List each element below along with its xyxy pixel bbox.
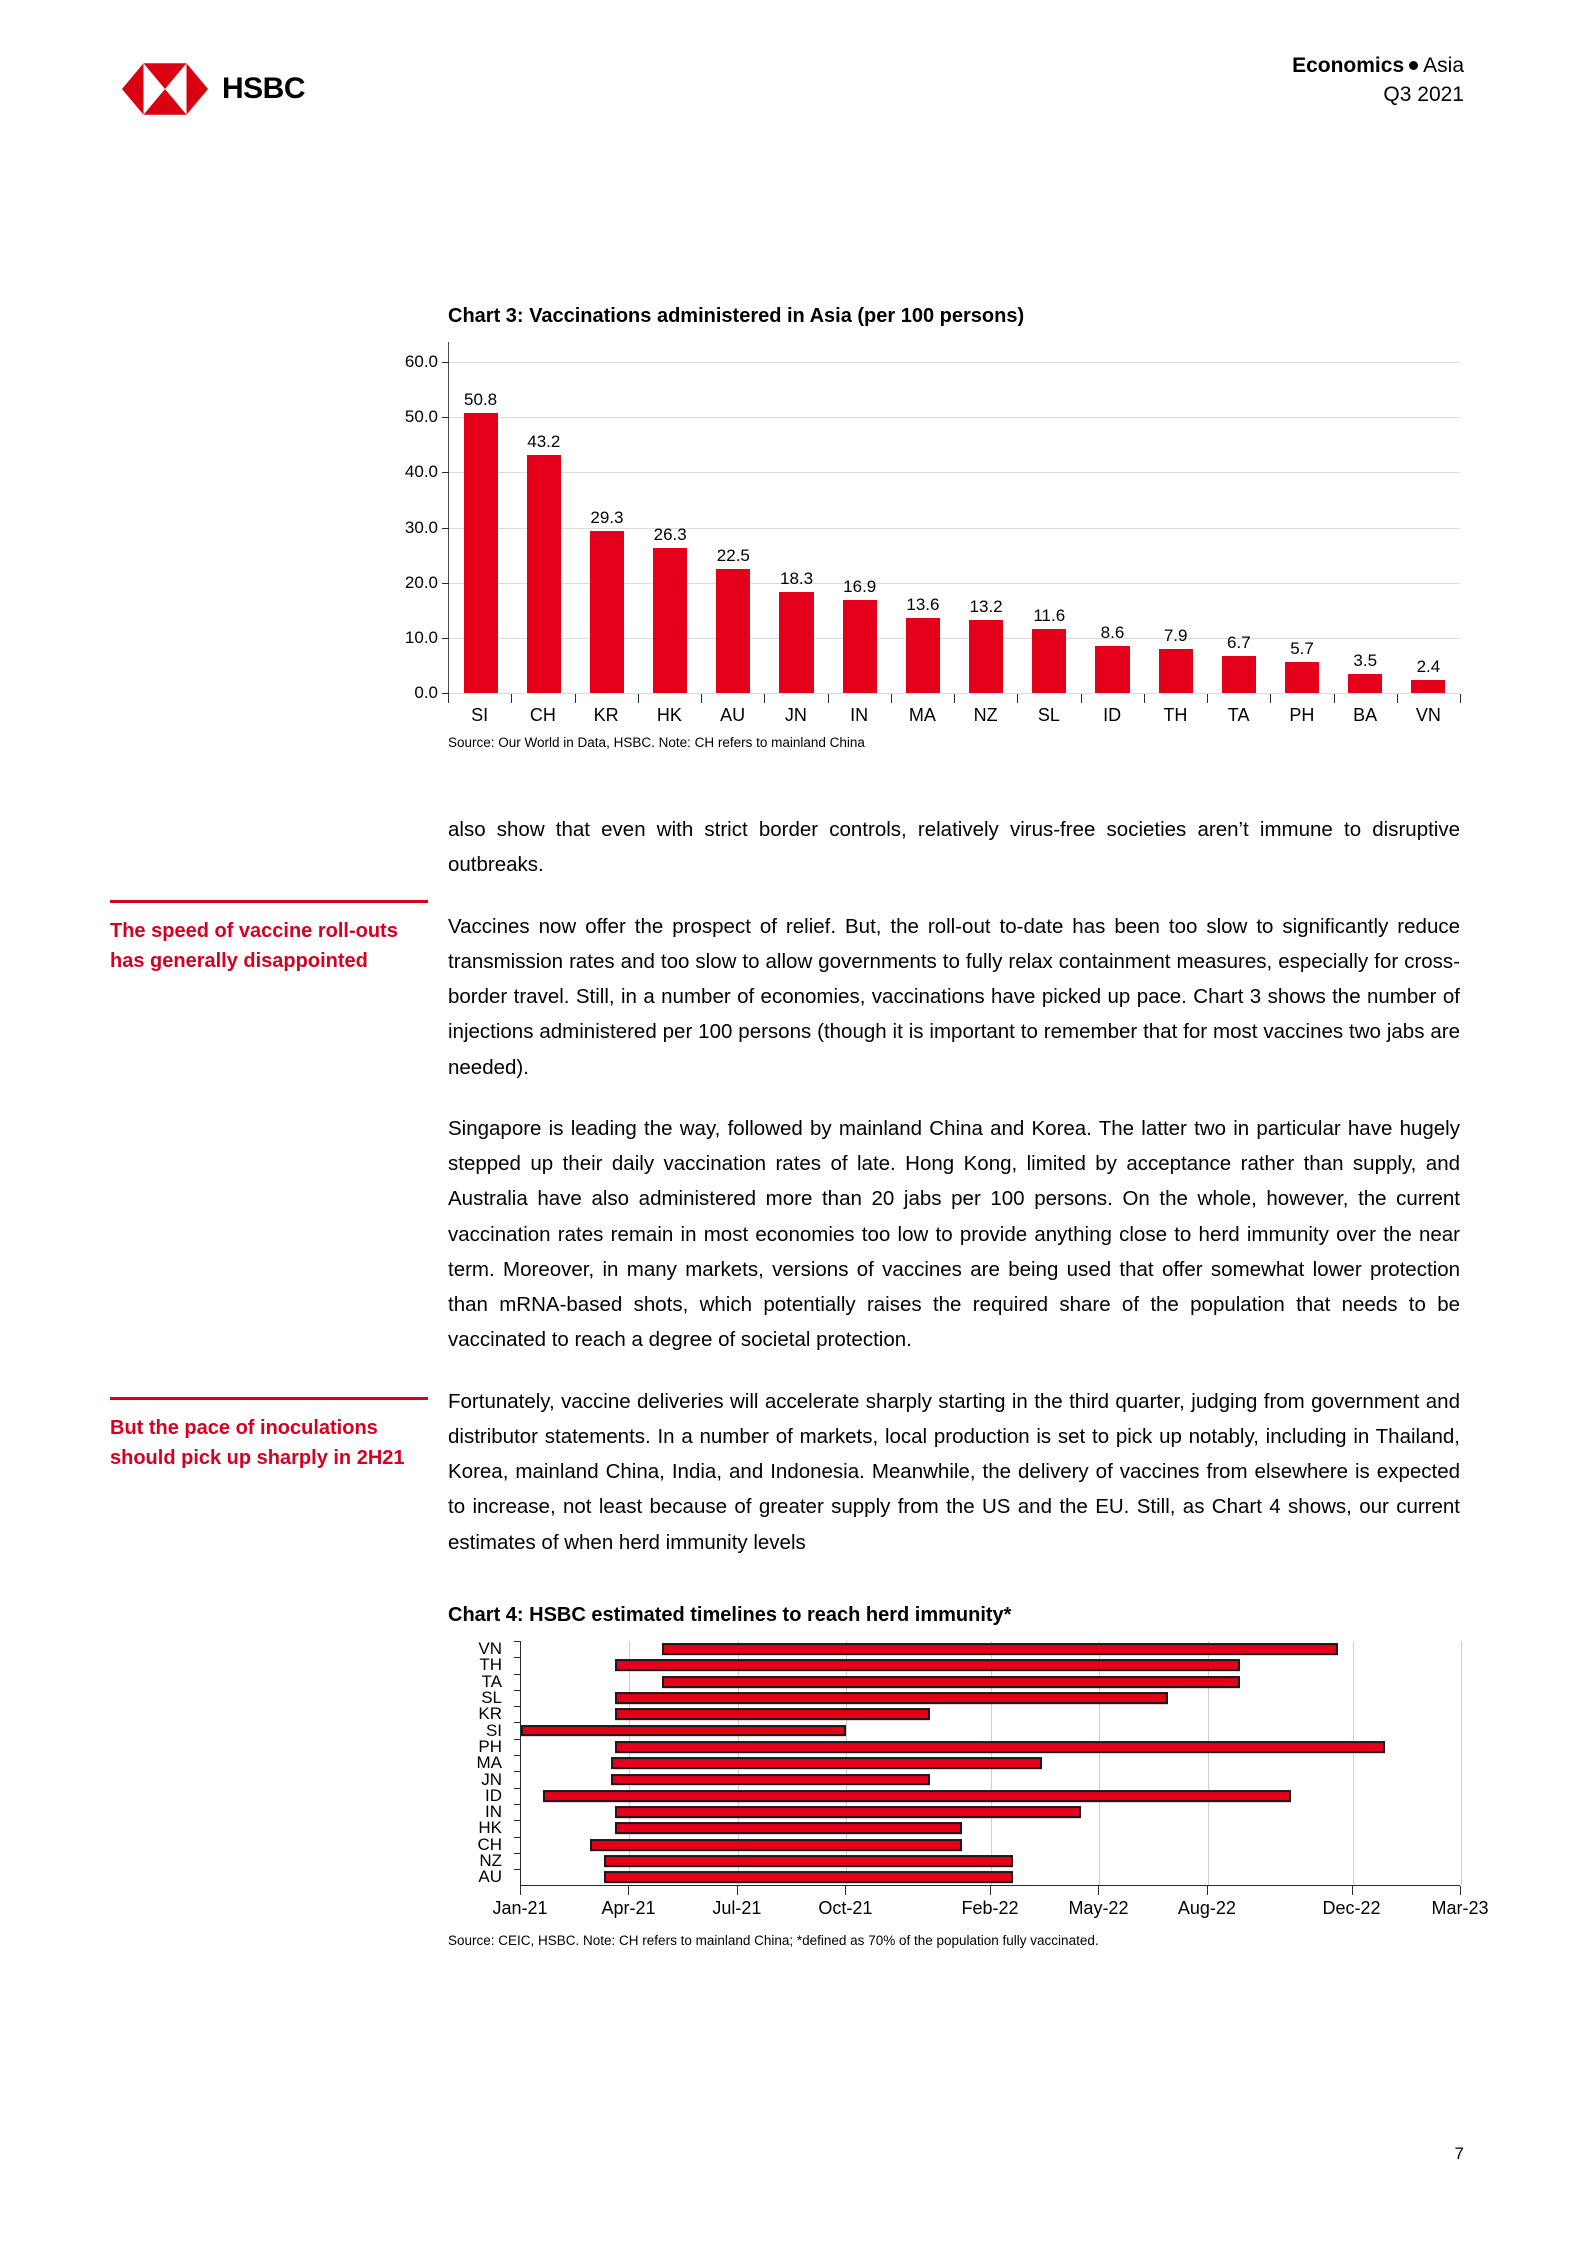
y-tick-mark bbox=[514, 1722, 521, 1723]
x-tick-label: VN bbox=[1415, 705, 1441, 725]
bar-slot bbox=[1270, 362, 1333, 693]
gantt-bar bbox=[615, 1823, 962, 1835]
chart-4-x-labels bbox=[492, 1898, 1489, 1924]
gantt-bar bbox=[615, 1708, 930, 1720]
x-tick-label: IN bbox=[850, 705, 869, 725]
bar-value-label: 43.2 bbox=[527, 431, 561, 451]
bar-value-label: 7.9 bbox=[1163, 626, 1188, 646]
gantt-row bbox=[521, 1788, 1460, 1804]
bar bbox=[1222, 656, 1256, 693]
y-tick-label: 40.0 bbox=[404, 462, 438, 482]
chart-3-block bbox=[404, 305, 1460, 750]
y-tick-mark bbox=[514, 1739, 521, 1740]
gridline bbox=[1461, 1641, 1462, 1885]
chart-3-x-ticks bbox=[448, 694, 1460, 703]
chart-4-x-ticks bbox=[520, 1886, 1460, 1895]
y-tick-mark bbox=[514, 1706, 521, 1707]
y-tick-label: MA bbox=[476, 1753, 502, 1773]
y-tick-label: 60.0 bbox=[404, 352, 438, 371]
bar-slot bbox=[575, 362, 638, 693]
x-tick-label: BA bbox=[1353, 705, 1378, 725]
sidenote-inoculation-pace bbox=[110, 1397, 428, 1474]
bar bbox=[1411, 680, 1445, 693]
x-tick-label: Aug-22 bbox=[1177, 1898, 1236, 1918]
sidenote-text: But the pace of inoculations should pick up sharply in 2H21 bbox=[110, 1397, 428, 1474]
x-tick-label: AU bbox=[720, 705, 746, 725]
y-tick-mark bbox=[442, 583, 449, 584]
y-tick-mark bbox=[514, 1771, 521, 1772]
gantt-row bbox=[521, 1722, 1460, 1738]
bar bbox=[716, 569, 750, 693]
bar-value-label: 50.8 bbox=[464, 389, 498, 409]
y-tick-label: VN bbox=[478, 1639, 502, 1659]
x-tick-label: SI bbox=[471, 705, 489, 725]
x-tick-label: TH bbox=[1163, 705, 1188, 725]
x-tick-label: Jul-21 bbox=[712, 1898, 762, 1918]
x-tick-mark bbox=[511, 694, 512, 703]
y-tick-label: 10.0 bbox=[404, 627, 438, 647]
paragraph: also show that even with strict border controls, relatively virus-free societies aren’t immune to disruptive outbreaks. bbox=[448, 818, 1460, 877]
bar-value-label: 18.3 bbox=[779, 569, 814, 589]
chart-4-source: Source: CEIC, HSBC. Note: CH refers to mainland China; *defined as 70% of the population fully vaccinated. bbox=[448, 1933, 1099, 1948]
x-tick-label: Apr-21 bbox=[601, 1898, 656, 1918]
bar-slot bbox=[1397, 362, 1460, 693]
y-tick-label: ID bbox=[485, 1785, 502, 1805]
chart-4-y-labels bbox=[448, 1641, 510, 1885]
x-tick-label: PH bbox=[1289, 705, 1315, 725]
y-tick-mark bbox=[514, 1869, 521, 1870]
y-tick-mark bbox=[514, 1690, 521, 1691]
gantt-bar bbox=[611, 1774, 929, 1786]
y-tick-label: PH bbox=[478, 1736, 502, 1756]
page-header bbox=[0, 52, 1586, 122]
x-tick-mark bbox=[828, 694, 829, 703]
gantt-row bbox=[521, 1853, 1460, 1869]
y-tick-mark bbox=[442, 362, 449, 363]
y-tick-label: SI bbox=[485, 1720, 502, 1740]
gantt-bar bbox=[615, 1660, 1240, 1672]
gantt-bar bbox=[604, 1871, 1013, 1883]
x-tick-label: May-22 bbox=[1068, 1898, 1129, 1918]
gantt-row bbox=[521, 1771, 1460, 1787]
x-tick-label: Dec-22 bbox=[1322, 1898, 1381, 1918]
x-tick-mark bbox=[737, 1886, 738, 1895]
x-tick-mark bbox=[701, 694, 702, 703]
x-tick-label: SL bbox=[1037, 705, 1060, 725]
x-tick-mark bbox=[448, 694, 449, 703]
x-tick-mark bbox=[1207, 1886, 1208, 1895]
x-tick-mark bbox=[1460, 1886, 1461, 1895]
x-tick-mark bbox=[628, 1886, 629, 1895]
y-tick-label: IN bbox=[485, 1802, 502, 1822]
gantt-row bbox=[521, 1755, 1460, 1771]
y-tick-mark bbox=[514, 1674, 521, 1675]
header-title-region: Asia bbox=[1423, 54, 1464, 77]
x-tick-label: NZ bbox=[973, 705, 998, 725]
bar-slot bbox=[1081, 362, 1144, 693]
gantt-bar bbox=[590, 1839, 962, 1851]
gantt-row bbox=[521, 1674, 1460, 1690]
chart-3-bars bbox=[449, 362, 1460, 693]
gantt-bar bbox=[662, 1676, 1240, 1688]
gantt-row bbox=[521, 1804, 1460, 1820]
y-tick-label: JN bbox=[481, 1769, 502, 1789]
x-tick-label: JN bbox=[784, 705, 807, 725]
gantt-bar bbox=[543, 1790, 1291, 1802]
bar bbox=[653, 548, 687, 693]
x-tick-mark bbox=[1460, 694, 1461, 703]
bar-slot bbox=[702, 362, 765, 693]
x-tick-label: MA bbox=[908, 705, 936, 725]
bar bbox=[590, 531, 624, 693]
paragraph: Vaccines now offer the prospect of relief. But, the roll-out to-date has been too slow to significantly reduce transmission rates and too slow to allow governments to fully relax containment measures, especially for cross-border travel. Still, in a number of economies, vaccinations have picked up pace. Chart 3 shows the number of injections administered per 100 persons (though it is important to remember that for most vaccines two jabs are needed). bbox=[448, 914, 1460, 1079]
y-tick-mark bbox=[514, 1804, 521, 1805]
gantt-row bbox=[521, 1837, 1460, 1853]
y-tick-mark bbox=[514, 1853, 521, 1854]
x-tick-mark bbox=[1017, 694, 1018, 703]
gantt-bar bbox=[662, 1643, 1338, 1655]
chart-3-x-labels bbox=[448, 705, 1460, 726]
x-tick-mark bbox=[954, 694, 955, 703]
y-tick-mark bbox=[514, 1641, 521, 1642]
sidenote-text: The speed of vaccine roll-outs has generally disappointed bbox=[110, 900, 428, 977]
hsbc-logo bbox=[122, 60, 305, 118]
y-tick-mark bbox=[442, 638, 449, 639]
bar bbox=[1285, 662, 1319, 693]
x-tick-mark bbox=[1081, 694, 1082, 703]
bar-value-label: 16.9 bbox=[843, 576, 877, 596]
bar bbox=[906, 618, 940, 693]
gantt-bar bbox=[521, 1725, 846, 1737]
bar-value-label: 5.7 bbox=[1290, 638, 1314, 658]
y-tick-label: 50.0 bbox=[404, 407, 438, 427]
y-tick-label: NZ bbox=[479, 1851, 502, 1871]
gantt-bar bbox=[615, 1806, 1081, 1818]
gantt-bar bbox=[615, 1741, 1385, 1753]
sidenote-vaccine-rollouts bbox=[110, 900, 428, 977]
bar-slot bbox=[449, 362, 512, 693]
bar bbox=[1159, 649, 1193, 693]
y-tick-label: KR bbox=[478, 1704, 502, 1724]
gantt-bar bbox=[611, 1757, 1041, 1769]
chart-3-title: Chart 3: Vaccinations administered in Asia (per 100 persons) bbox=[448, 305, 1025, 327]
x-tick-mark bbox=[1144, 694, 1145, 703]
body-text-column bbox=[448, 812, 1460, 1560]
chart-4-block bbox=[448, 1604, 1489, 1948]
bar bbox=[464, 413, 498, 693]
x-tick-mark bbox=[520, 1886, 521, 1895]
y-tick-label: CH bbox=[477, 1834, 502, 1854]
x-tick-mark bbox=[1397, 694, 1398, 703]
bullet-separator-icon bbox=[1409, 61, 1418, 70]
bar bbox=[969, 620, 1003, 693]
y-tick-label: 0.0 bbox=[414, 683, 438, 702]
bar bbox=[527, 455, 561, 693]
bar-slot bbox=[891, 362, 954, 693]
bar-slot bbox=[955, 362, 1018, 693]
y-tick-mark bbox=[514, 1657, 521, 1658]
gantt-bar bbox=[604, 1855, 1013, 1867]
x-tick-mark bbox=[764, 694, 765, 703]
hsbc-hexagon-icon bbox=[122, 60, 208, 118]
x-tick-label: ID bbox=[1103, 705, 1122, 725]
y-tick-label: TH bbox=[479, 1655, 502, 1675]
x-tick-mark bbox=[1352, 1886, 1353, 1895]
bar-value-label: 13.2 bbox=[969, 597, 1003, 617]
paragraph: Fortunately, vaccine deliveries will accelerate sharply starting in the third quarter, judging from government and distributor statements. In a number of markets, local production is set to pick up notably, including in Thailand, Korea, mainland China, India, and Indonesia. Meanwhile, the delivery of vaccines from elsewhere is expected to increase, not least because of greater supply from the US and the EU. Still, as Chart 4 shows, our current estimates of when herd immunity levels bbox=[448, 1389, 1460, 1554]
x-tick-mark bbox=[1334, 694, 1335, 703]
bar-value-label: 11.6 bbox=[1033, 606, 1066, 626]
y-tick-label: SL bbox=[481, 1688, 502, 1708]
bar bbox=[1032, 629, 1066, 693]
chart-4-title: Chart 4: HSBC estimated timelines to reach herd immunity* bbox=[448, 1604, 1012, 1626]
header-title bbox=[1292, 52, 1464, 81]
page-number: 7 bbox=[1454, 2144, 1464, 2163]
bar-slot bbox=[1144, 362, 1207, 693]
bar-value-label: 8.6 bbox=[1100, 622, 1125, 642]
bar-slot bbox=[1207, 362, 1270, 693]
chart-4-plot-wrap bbox=[448, 1641, 1460, 1886]
gantt-row bbox=[521, 1641, 1460, 1657]
y-tick-mark bbox=[514, 1755, 521, 1756]
paragraph: Singapore is leading the way, followed by mainland China and Korea. The latter two in particular have hugely stepped up their daily vaccination rates of late. Hong Kong, limited by acceptance rather than supply, and Australia have also administered more than 20 jabs per 100 persons. On the whole, however, the current vaccination rates remain in most economies too low to provide anything close to herd immunity over the near term. Moreover, in many markets, versions of vaccines are being used that offer somewhat lower protection than mRNA-based shots, which potentially raises the required share of the population that needs to be vaccinated to reach a degree of societal protection. bbox=[448, 1116, 1460, 1352]
x-tick-label: Mar-23 bbox=[1431, 1898, 1489, 1918]
bar-slot bbox=[639, 362, 702, 693]
chart-3-plot-area bbox=[404, 342, 1460, 702]
x-tick-label: CH bbox=[529, 705, 556, 725]
gantt-bar bbox=[615, 1692, 1168, 1704]
y-tick-label: TA bbox=[481, 1671, 502, 1691]
y-tick-label: 20.0 bbox=[404, 572, 438, 592]
bar-value-label: 29.3 bbox=[590, 508, 624, 528]
x-tick-mark bbox=[575, 694, 576, 703]
x-tick-label: HK bbox=[656, 705, 682, 725]
x-tick-label: Feb-22 bbox=[961, 1898, 1019, 1918]
gantt-row bbox=[521, 1690, 1460, 1706]
x-tick-mark bbox=[1207, 694, 1208, 703]
x-tick-mark bbox=[1270, 694, 1271, 703]
bar bbox=[843, 600, 877, 693]
x-tick-mark bbox=[845, 1886, 846, 1895]
gantt-row bbox=[521, 1739, 1460, 1755]
x-tick-label: Jan-21 bbox=[492, 1898, 548, 1918]
x-tick-mark bbox=[1098, 1886, 1099, 1895]
y-tick-mark bbox=[514, 1788, 521, 1789]
x-tick-mark bbox=[638, 694, 639, 703]
chart-3-source: Source: Our World in Data, HSBC. Note: CH refers to mainland China bbox=[448, 735, 865, 750]
chart-3-inner bbox=[404, 352, 1460, 702]
bar-value-label: 26.3 bbox=[653, 524, 687, 544]
x-tick-label: Oct-21 bbox=[818, 1898, 873, 1918]
header-title-bold: Economics bbox=[1292, 54, 1405, 77]
gantt-row bbox=[521, 1706, 1460, 1722]
y-tick-mark bbox=[442, 528, 449, 529]
hsbc-wordmark: HSBC bbox=[222, 72, 306, 105]
x-tick-mark bbox=[990, 1886, 991, 1895]
gantt-row bbox=[521, 1657, 1460, 1673]
y-tick-label: AU bbox=[478, 1867, 502, 1887]
gantt-row bbox=[521, 1869, 1460, 1885]
bar bbox=[1095, 646, 1129, 693]
bar-value-label: 13.6 bbox=[906, 594, 940, 614]
bar-slot bbox=[1018, 362, 1081, 693]
bar-slot bbox=[765, 362, 828, 693]
bar-value-label: 6.7 bbox=[1227, 633, 1251, 653]
bar-slot bbox=[1334, 362, 1397, 693]
header-subtitle: Q3 2021 bbox=[1383, 82, 1464, 106]
bar-slot bbox=[512, 362, 575, 693]
bar bbox=[1348, 674, 1382, 693]
chart-4-plot-area bbox=[520, 1641, 1460, 1886]
y-tick-mark bbox=[442, 472, 449, 473]
bar-value-label: 2.4 bbox=[1416, 656, 1441, 676]
bar-value-label: 22.5 bbox=[716, 545, 750, 565]
header-meta bbox=[1292, 52, 1464, 110]
x-tick-label: KR bbox=[593, 705, 619, 725]
y-tick-label: HK bbox=[478, 1818, 502, 1838]
bar bbox=[779, 592, 813, 693]
y-tick-label: 30.0 bbox=[404, 517, 438, 537]
y-tick-mark bbox=[514, 1837, 521, 1838]
x-tick-label: TA bbox=[1227, 705, 1250, 725]
bar-value-label: 3.5 bbox=[1353, 650, 1378, 670]
y-tick-mark bbox=[514, 1820, 521, 1821]
x-tick-mark bbox=[891, 694, 892, 703]
y-tick-mark bbox=[442, 417, 449, 418]
gantt-row bbox=[521, 1820, 1460, 1836]
bar-slot bbox=[828, 362, 891, 693]
